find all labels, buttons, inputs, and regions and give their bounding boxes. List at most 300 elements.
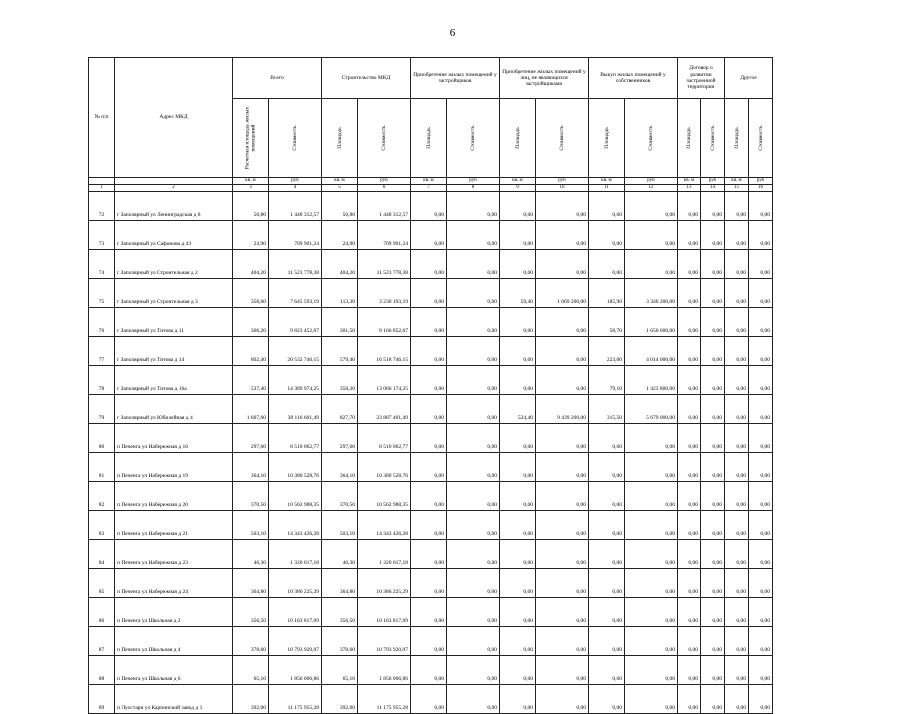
row-value: 404,20 [233,250,269,279]
row-value: 0,00 [701,540,725,569]
row-value: 0,00 [411,598,447,627]
row-value: 0,00 [701,511,725,540]
row-value: 3 346 200,00 [625,279,678,308]
sub-header-label: Площадь [685,127,692,149]
row-value: 0,00 [701,453,725,482]
row-value: 0,00 [447,395,500,424]
row-value: 0,00 [447,569,500,598]
row-value: 0,00 [500,192,536,221]
row-value: 0,00 [725,540,749,569]
row-value: 0,00 [678,337,701,366]
row-value: 0,00 [625,424,678,453]
row-value: 0,00 [678,308,701,337]
row-value: 0,00 [536,540,589,569]
table-row [89,569,773,598]
row-value: 0,00 [536,685,589,714]
sub-header-label: Стоимость [380,125,387,151]
row-value: 0,00 [701,250,725,279]
row-value: 0,00 [411,250,447,279]
row-address: г Заполярный ул Титова д 11 [115,308,233,337]
row-value: 0,00 [536,424,589,453]
row-value: 0,00 [411,192,447,221]
sub-header [678,99,701,178]
table-row [89,221,773,250]
row-value: 0,00 [749,453,773,482]
row-address: п Печенга ул Набережная д 19 [115,453,233,482]
row-address: п Печенга ул Набережная д 16 [115,424,233,453]
row-value: 9 823 452,67 [269,308,322,337]
row-value: 0,00 [411,424,447,453]
row-value: 0,00 [625,685,678,714]
row-value: 1 320 017,18 [358,540,411,569]
row-value: 1 448 312,57 [269,192,322,221]
row-value: 10 562 988,35 [269,482,322,511]
row-value: 0,00 [589,685,625,714]
row-value: 0,00 [725,366,749,395]
row-value: 0,00 [447,221,500,250]
row-value: 0,00 [678,540,701,569]
row-value: 315,50 [589,395,625,424]
row-value: 0,00 [725,308,749,337]
column-number: 4 [269,185,322,192]
row-value: 0,00 [447,482,500,511]
column-number: 6 [358,185,411,192]
row-value: 0,00 [447,453,500,482]
row-value: 50,80 [233,192,269,221]
row-value: 0,00 [625,221,678,250]
row-value: 0,00 [701,685,725,714]
row-value: 0,00 [701,656,725,685]
row-value: 13 066 174,25 [358,366,411,395]
row-value: 503,10 [322,511,358,540]
group-header: Договор о развитии застроенной территории [678,58,725,99]
row-value: 11 175 955,28 [269,685,322,714]
row-address: г Заполярный ул Строительная д 2 [115,250,233,279]
row-number: 82 [89,482,115,511]
row-value: 0,00 [536,250,589,279]
row-value: 0,00 [725,279,749,308]
row-number: 88 [89,656,115,685]
unit-cell: руб [269,178,322,185]
row-value: 0,00 [411,366,447,395]
row-value: 0,00 [411,569,447,598]
row-value: 0,00 [701,308,725,337]
col-header-address: Адрес МКД [115,58,233,178]
table-row [89,279,773,308]
row-value: 11 523 778,38 [269,250,322,279]
row-value: 370,50 [322,482,358,511]
row-value: 0,00 [678,482,701,511]
row-value: 0,00 [678,250,701,279]
row-value: 0,00 [447,627,500,656]
row-number: 84 [89,540,115,569]
row-value: 392,00 [233,685,269,714]
row-address: п Печенга ул Школьная д 6 [115,656,233,685]
column-number: 2 [115,185,233,192]
row-number: 80 [89,424,115,453]
row-value: 0,00 [749,250,773,279]
row-value: 0,00 [625,192,678,221]
table-row [89,395,773,424]
row-value: 0,00 [500,308,536,337]
row-value: 59,40 [500,279,536,308]
row-value: 0,00 [749,424,773,453]
row-value: 10 163 817,09 [269,598,322,627]
row-value: 0,00 [411,279,447,308]
row-value: 0,00 [500,511,536,540]
col-header-number: № п/п [89,58,115,178]
row-value: 0,00 [749,511,773,540]
row-value: 0,00 [589,656,625,685]
row-value: 0,00 [701,192,725,221]
row-value: 0,00 [725,482,749,511]
row-value: 0,00 [447,250,500,279]
row-value: 0,00 [725,685,749,714]
row-value: 0,00 [447,685,500,714]
row-value: 10 562 988,35 [358,482,411,511]
row-value: 0,00 [411,221,447,250]
table-row [89,656,773,685]
row-value: 537,40 [233,366,269,395]
row-number: 85 [89,569,115,598]
row-value: 0,00 [725,337,749,366]
row-value: 0,00 [625,569,678,598]
sub-header [322,99,358,178]
group-header: Другое [725,58,773,99]
row-value: 0,00 [500,482,536,511]
row-value: 0,00 [625,598,678,627]
group-header: Приобретение жилых помещений у лиц, не являющихся застройщиками [500,58,589,99]
page-number: 6 [449,27,456,39]
column-number: 13 [678,185,701,192]
row-value: 364,80 [233,569,269,598]
sub-header-label: Площадь [514,127,521,149]
row-value: 378,60 [322,627,358,656]
row-number: 86 [89,598,115,627]
row-value: 0,00 [678,511,701,540]
row-value: 0,00 [701,221,725,250]
row-value: 0,00 [725,511,749,540]
row-value: 0,00 [678,569,701,598]
row-value: 524,40 [500,395,536,424]
row-value: 0,00 [701,482,725,511]
row-value: 297,60 [233,424,269,453]
column-number: 16 [749,185,773,192]
table-row [89,337,773,366]
row-value: 0,00 [536,598,589,627]
row-value: 58,70 [589,308,625,337]
table-row [89,308,773,337]
row-value: 0,00 [411,511,447,540]
row-value: 0,00 [749,192,773,221]
row-value: 0,00 [447,308,500,337]
row-value: 0,00 [447,279,500,308]
row-value: 0,00 [411,627,447,656]
sub-header [589,99,625,178]
column-number: 14 [701,185,725,192]
row-value: 0,00 [749,598,773,627]
row-value: 24,90 [233,221,269,250]
row-value: 0,00 [701,627,725,656]
row-value: 0,00 [749,627,773,656]
row-value: 802,40 [233,337,269,366]
row-value: 14 343 426,28 [358,511,411,540]
row-value: 301,50 [322,308,358,337]
row-value: 0,00 [589,453,625,482]
column-number: 5 [322,185,358,192]
column-number: 3 [233,185,269,192]
row-value: 0,00 [701,395,725,424]
sub-header [233,99,269,178]
row-value: 65,10 [322,656,358,685]
row-address: г Заполярный ул Строительная д 3 [115,279,233,308]
row-value: 0,00 [447,424,500,453]
row-address: п Луостари ул Карпинский завод д 1 [115,685,233,714]
row-value: 364,10 [233,453,269,482]
sub-header [536,99,589,178]
row-value: 24,90 [322,221,358,250]
row-value: 579,40 [322,337,358,366]
row-number: 78 [89,366,115,395]
row-number: 81 [89,453,115,482]
unit-cell: руб [358,178,411,185]
unit-cell: руб [536,178,589,185]
column-number: 10 [536,185,589,192]
row-value: 9 439 200,00 [536,395,589,424]
row-value: 0,00 [725,395,749,424]
row-number: 74 [89,250,115,279]
row-value: 10 386 225,29 [269,569,322,598]
row-value: 0,00 [625,482,678,511]
sub-header [625,99,678,178]
row-value: 0,00 [589,192,625,221]
row-number: 73 [89,221,115,250]
row-value: 0,00 [447,598,500,627]
row-value: 0,00 [447,366,500,395]
sub-header [500,99,536,178]
row-value: 113,30 [322,279,358,308]
sub-header-label: Стоимость [469,125,476,151]
row-value: 0,00 [500,569,536,598]
header-group-row [89,58,773,99]
resettlement-table [88,57,773,714]
row-value: 1 069 200,00 [536,279,589,308]
row-number: 83 [89,511,115,540]
sub-header-label: Площадь [733,127,740,149]
row-value: 0,00 [589,627,625,656]
row-address: г Заполярный ул Юбилейная д 4 [115,395,233,424]
row-value: 11 175 955,28 [358,685,411,714]
group-header: Приобретение жилых помещений у застройщиков [411,58,500,99]
row-value: 0,00 [749,482,773,511]
row-address: г Заполярный ул Титова д 14 [115,337,233,366]
row-number: 79 [89,395,115,424]
row-value: 1 423 800,00 [625,366,678,395]
row-value: 0,00 [749,656,773,685]
sub-header [749,99,773,178]
row-value: 0,00 [447,337,500,366]
row-value: 0,00 [725,453,749,482]
row-address: п Печенга ул Набережная д 21 [115,511,233,540]
row-number: 72 [89,192,115,221]
row-value: 0,00 [536,453,589,482]
data-table [88,57,773,714]
row-value: 709 901,24 [358,221,411,250]
row-value: 10 380 528,76 [269,453,322,482]
row-value: 0,00 [536,482,589,511]
row-value: 0,00 [678,395,701,424]
row-value: 1 656 600,00 [625,308,678,337]
row-value: 0,00 [411,482,447,511]
row-value: 1 856 006,86 [269,656,322,685]
row-value: 0,00 [678,627,701,656]
row-value: 0,00 [411,685,447,714]
row-value: 0,00 [589,482,625,511]
unit-cell: кв. м [233,178,269,185]
row-value: 0,00 [749,395,773,424]
sub-header-label: Площадь [336,127,343,149]
row-value: 0,00 [625,540,678,569]
row-value: 1 607,60 [233,395,269,424]
row-value: 0,00 [536,569,589,598]
table-row [89,453,773,482]
sub-header-label: Площадь [425,127,432,149]
table-row [89,540,773,569]
row-value: 0,00 [589,569,625,598]
row-address: п Печенга ул Набережная д 20 [115,482,233,511]
row-value: 14 343 426,28 [269,511,322,540]
row-value: 0,00 [589,424,625,453]
column-number: 8 [447,185,500,192]
row-value: 0,00 [725,424,749,453]
row-value: 0,00 [678,366,701,395]
column-number: 9 [500,185,536,192]
row-value: 0,00 [500,453,536,482]
row-value: 10 386 225,29 [358,569,411,598]
row-value: 0,00 [589,540,625,569]
row-value: 0,00 [725,656,749,685]
row-value: 0,00 [411,395,447,424]
row-number: 76 [89,308,115,337]
row-value: 0,00 [411,308,447,337]
table-row [89,424,773,453]
row-address: г Заполярный ул Титова д 16а [115,366,233,395]
row-value: 0,00 [625,656,678,685]
row-value: 0,00 [678,656,701,685]
row-value: 0,00 [411,656,447,685]
table-row [89,250,773,279]
row-value: 0,00 [725,627,749,656]
row-number: 75 [89,279,115,308]
row-value: 0,00 [625,511,678,540]
row-value: 0,00 [678,453,701,482]
sub-header [411,99,447,178]
row-value: 0,00 [589,511,625,540]
row-value: 0,00 [536,308,589,337]
column-number-row [89,185,773,192]
row-value: 79,10 [589,366,625,395]
row-value: 0,00 [536,221,589,250]
row-value: 4 014 000,00 [625,337,678,366]
row-value: 0,00 [447,656,500,685]
row-value: 0,00 [447,511,500,540]
row-value: 0,00 [447,540,500,569]
row-value: 0,00 [500,540,536,569]
row-value: 0,00 [625,453,678,482]
row-value: 0,00 [500,337,536,366]
row-value: 0,00 [725,250,749,279]
row-value: 1 320 017,18 [269,540,322,569]
row-value: 0,00 [500,656,536,685]
row-value: 20 532 746,15 [269,337,322,366]
row-value: 38 116 601,49 [269,395,322,424]
row-value: 0,00 [701,337,725,366]
row-value: 306,20 [233,308,269,337]
row-address: п Печенга ул Набережная д 23 [115,540,233,569]
row-value: 0,00 [589,221,625,250]
sub-header [725,99,749,178]
row-value: 10 793 920,07 [269,627,322,656]
row-value: 0,00 [701,366,725,395]
table-row [89,192,773,221]
row-value: 0,00 [749,337,773,366]
row-value: 23 887 401,49 [358,395,411,424]
row-value: 0,00 [447,192,500,221]
row-value: 0,00 [536,192,589,221]
row-value: 0,00 [749,366,773,395]
row-value: 10 793 920,07 [358,627,411,656]
sub-header-label: Площадь [603,127,610,149]
sub-header-label: Стоимость [709,125,716,151]
table-row [89,511,773,540]
row-value: 3 230 193,19 [358,279,411,308]
sub-header-label: Расчетная площадь жилых помещений [244,106,257,170]
row-value: 0,00 [500,250,536,279]
row-value: 1 448 312,57 [358,192,411,221]
row-value: 378,60 [233,627,269,656]
row-value: 0,00 [678,221,701,250]
row-value: 185,90 [589,279,625,308]
row-value: 0,00 [701,279,725,308]
column-number: 11 [589,185,625,192]
group-header: Выкуп жилых помещений у собственников [589,58,678,99]
row-value: 0,00 [678,424,701,453]
row-value: 8 166 852,67 [358,308,411,337]
row-value: 0,00 [678,598,701,627]
row-value: 11 523 778,38 [358,250,411,279]
row-value: 0,00 [749,685,773,714]
row-value: 709 901,24 [269,221,322,250]
unit-cell: руб [749,178,773,185]
row-value: 0,00 [625,627,678,656]
row-value: 827,70 [322,395,358,424]
row-value: 0,00 [749,569,773,598]
row-value: 392,00 [322,685,358,714]
unit-cell: руб [625,178,678,185]
unit-cell: кв. м [678,178,701,185]
sub-header [447,99,500,178]
row-address: п Печенга ул Набережная д 24 [115,569,233,598]
row-value: 0,00 [411,453,447,482]
unit-cell: кв. м [589,178,625,185]
row-value: 0,00 [749,279,773,308]
row-value: 0,00 [678,279,701,308]
row-value: 223,00 [589,337,625,366]
row-value: 0,00 [749,540,773,569]
row-number: 87 [89,627,115,656]
column-number: 15 [725,185,749,192]
row-value: 356,50 [322,598,358,627]
